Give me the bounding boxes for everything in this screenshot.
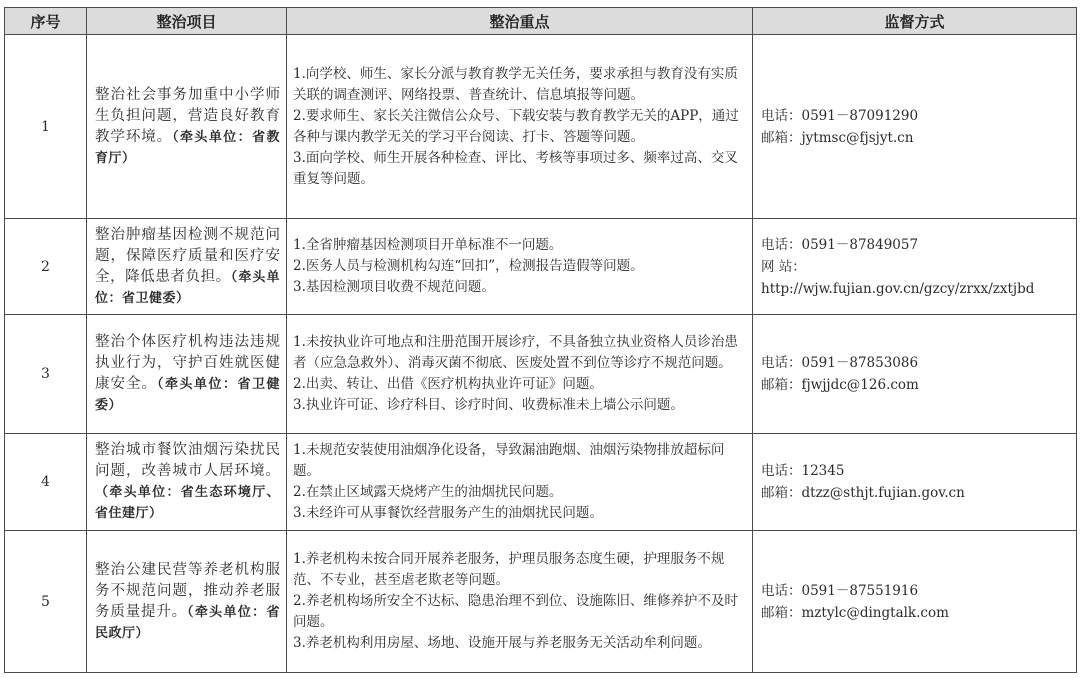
supervision-contact bbox=[753, 315, 1077, 434]
row-number: 5 bbox=[5, 531, 87, 673]
supervision-contact bbox=[753, 35, 1077, 219]
supervision-contact bbox=[753, 219, 1077, 315]
rectification-item bbox=[87, 35, 287, 219]
header-supervision: 监督方式 bbox=[753, 8, 1077, 35]
rectification-item bbox=[87, 531, 287, 673]
row-number: 4 bbox=[5, 434, 87, 531]
focus-point: 1.养老机构未按合同开展养老服务，护理员服务态度生硬，护理服务不规范、不专业，甚至虐老欺老等问题。 bbox=[293, 551, 725, 589]
table-row bbox=[5, 219, 1077, 315]
lead-unit: （牵头单位：省卫健委） bbox=[95, 377, 280, 414]
focus-point: 2.养老机构场所安全不达标、隐患治理不到位、设施陈旧、维修养护不及时问题。 bbox=[293, 593, 738, 631]
phone-text: 电话：12345 bbox=[761, 463, 845, 480]
lead-unit: （牵头单位：省教育厅） bbox=[95, 129, 280, 166]
focus-points bbox=[287, 219, 753, 315]
item-text: 整治公建民营等养老机构服务不规范问题，推动养老服务质量提升。 bbox=[95, 561, 280, 620]
focus-point: 2.要求师生、家长关注微信公众号、下载安装与教育教学无关的APP，通过各种与课内教学无关的学习平台阅读、打卡、答题等问题。 bbox=[293, 107, 739, 145]
focus-points bbox=[287, 35, 753, 219]
phone-text: 电话：0591－87853086 bbox=[761, 355, 919, 372]
table-row bbox=[5, 434, 1077, 531]
rectification-item bbox=[87, 315, 287, 434]
header-num: 序号 bbox=[5, 8, 87, 35]
item-text: 整治社会事务加重中小学师生负担问题，营造良好教育教学环境。 bbox=[95, 86, 280, 145]
focus-point: 1.未按执业许可地点和注册范围开展诊疗，不具备独立执业资格人员诊治患者（应急急救外）、消毒灭菌不彻底、医废处置不到位等诊疗不规范问题。 bbox=[293, 334, 738, 372]
focus-points bbox=[287, 434, 753, 531]
lead-unit: （牵头单位：省卫健委） bbox=[95, 269, 280, 306]
table-row bbox=[5, 531, 1077, 673]
email-text: 邮箱：dtzz@sthjt.fujian.gov.cn bbox=[761, 485, 965, 502]
phone-text: 电话：0591－87849057 bbox=[761, 236, 919, 253]
row-number: 3 bbox=[5, 315, 87, 434]
email-text: 邮箱：fjwjjdc@126.com bbox=[761, 377, 919, 394]
email-text: 邮箱：mztylc@dingtalk.com bbox=[761, 604, 949, 621]
website-text: 网 站：http://wjw.fujian.gov.cn/gzcy/zrxx/zxtjbd bbox=[761, 258, 1035, 297]
row-number: 2 bbox=[5, 219, 87, 315]
focus-point: 1.全省肿瘤基因检测项目开单标准不一问题。 bbox=[293, 237, 563, 254]
table-row bbox=[5, 315, 1077, 434]
item-text: 整治城市餐饮油烟污染扰民问题，改善城市人居环境。 bbox=[95, 442, 280, 480]
table-row bbox=[5, 35, 1077, 219]
focus-point: 3.养老机构利用房屋、场地、设施开展与养老服务无关活动牟利问题。 bbox=[293, 635, 711, 652]
focus-point: 3.基因检测项目收费不规范问题。 bbox=[293, 279, 495, 296]
header-row bbox=[5, 8, 1077, 35]
focus-point: 3.执业许可证、诊疗科目、诊疗时间、收费标准未上墙公示问题。 bbox=[293, 397, 684, 414]
supervision-contact bbox=[753, 434, 1077, 531]
focus-point: 2.出卖、转让、出借《医疗机构执业许可证》问题。 bbox=[293, 376, 603, 393]
focus-point: 3.未经许可从事餐饮经营服务产生的油烟扰民问题。 bbox=[293, 505, 603, 522]
phone-text: 电话：0591－87091290 bbox=[761, 107, 919, 124]
phone-text: 电话：0591－87551916 bbox=[761, 582, 919, 599]
focus-point: 2.在禁止区域露天烧烤产生的油烟扰民问题。 bbox=[293, 484, 563, 501]
rectification-table bbox=[4, 7, 1077, 673]
email-text: 邮箱：jytmsc@fjsjyt.cn bbox=[761, 129, 914, 146]
focus-point: 1.向学校、师生、家长分派与教育教学无关任务，要求承担与教育没有实质关联的调查测评、网络投票、普查统计、信息填报等问题。 bbox=[293, 65, 738, 103]
focus-point: 3.面向学校、师生开展各种检查、评比、考核等事项过多、频率过高、交叉重复等问题。 bbox=[293, 149, 738, 187]
item-text: 整治个体医疗机构违法违规执业行为，守护百姓就医健康安全。 bbox=[95, 334, 280, 393]
focus-points bbox=[287, 315, 753, 434]
rectification-item bbox=[87, 434, 287, 531]
focus-points bbox=[287, 531, 753, 673]
lead-unit: （牵头单位：省生态环境厅、省住建厅） bbox=[95, 485, 280, 522]
focus-point: 2.医务人员与检测机构勾连“回扣”，检测报告造假等问题。 bbox=[293, 258, 644, 275]
focus-point: 1.未规范安装使用油烟净化设备，导致漏油跑烟、油烟污染物排放超标问题。 bbox=[293, 442, 725, 480]
header-item: 整治项目 bbox=[87, 8, 287, 35]
header-focus: 整治重点 bbox=[287, 8, 753, 35]
row-number: 1 bbox=[5, 35, 87, 219]
lead-unit: （牵头单位：省民政厅） bbox=[95, 604, 280, 641]
supervision-contact bbox=[753, 531, 1077, 673]
item-text: 整治肿瘤基因检测不规范问题，保障医疗质量和医疗安全，降低患者负担。 bbox=[95, 226, 280, 285]
rectification-item bbox=[87, 219, 287, 315]
